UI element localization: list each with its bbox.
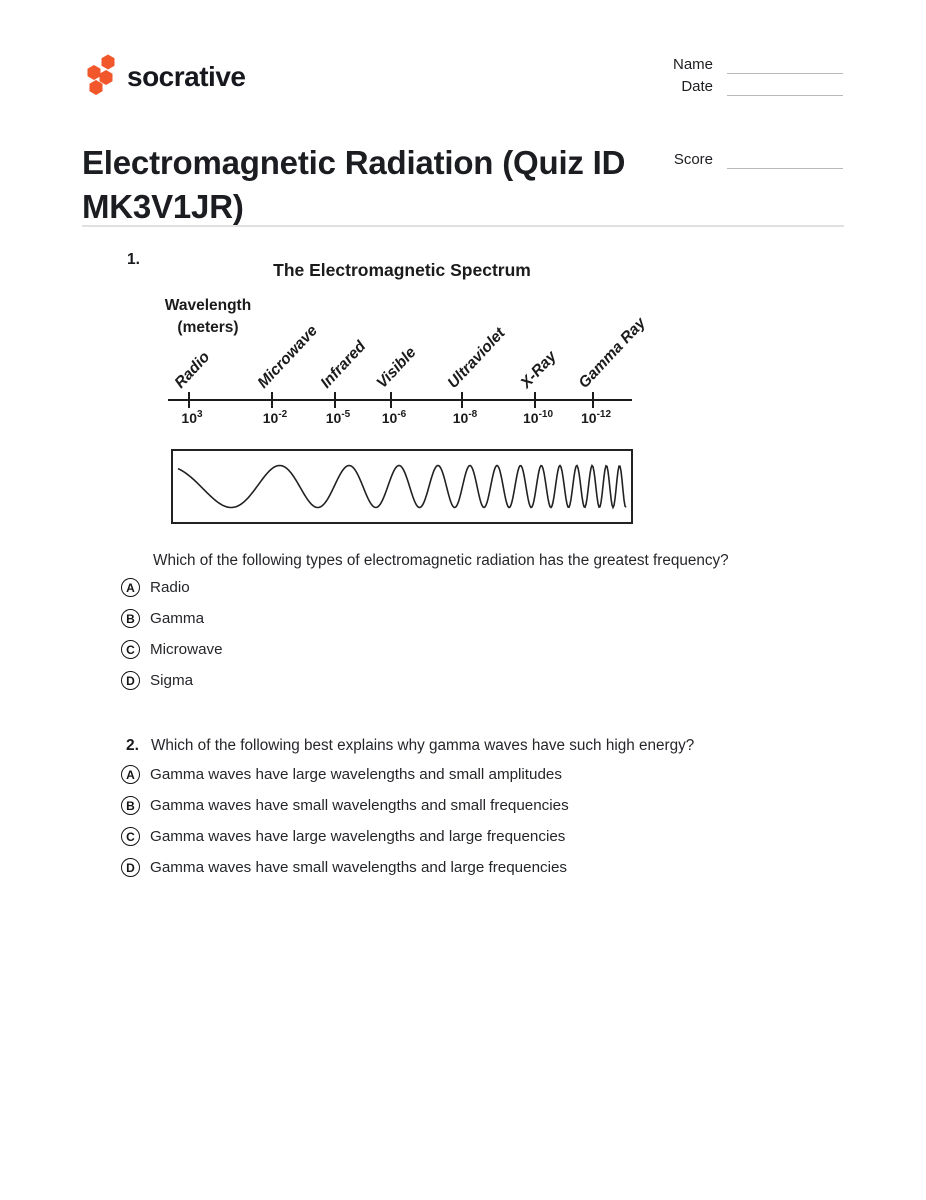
header-fields	[673, 56, 843, 100]
option-d-bubble[interactable]: D	[121, 858, 140, 877]
option-row	[121, 764, 569, 785]
option-c-label: Microwave	[150, 641, 223, 658]
question-2-number: 2.	[126, 737, 139, 754]
score-blank-line[interactable]	[727, 152, 843, 169]
option-b-bubble[interactable]: B	[121, 609, 140, 628]
tick-label: $10^{-6}$	[381, 409, 407, 426]
date-field-row	[673, 78, 843, 96]
date-label: Date	[681, 78, 713, 95]
option-b-label: Gamma waves have small wavelengths and small frequencies	[150, 797, 569, 814]
question-2-options	[121, 764, 569, 888]
socrative-hexagons-icon	[80, 50, 120, 98]
electromagnetic-spectrum-diagram	[140, 250, 680, 542]
option-c-label: Gamma waves have large wavelengths and large frequencies	[150, 828, 566, 845]
chirp-wave	[178, 466, 626, 508]
tick-label: $10^{-2}$	[262, 409, 288, 426]
option-a-bubble[interactable]: A	[121, 765, 140, 784]
socrative-logo	[80, 50, 245, 98]
quiz-title: Electromagnetic Radiation (Quiz ID MK3V1JR)	[82, 144, 626, 225]
option-a-label: Gamma waves have large wavelengths and small amplitudes	[150, 766, 562, 783]
option-row	[121, 608, 223, 629]
band-label: X-Ray	[517, 348, 560, 392]
tick-label: $10^{-8}$	[452, 409, 478, 426]
tick-label: $10^{-5}$	[325, 409, 351, 426]
option-b-bubble[interactable]: B	[121, 796, 140, 815]
option-d-bubble[interactable]: D	[121, 671, 140, 690]
option-b-label: Gamma	[150, 610, 205, 627]
axis-label-line1: Wavelength	[164, 297, 252, 314]
band-label: Gamma Ray	[575, 314, 650, 392]
question-1-text: Which of the following types of electromagnetic radiation has the greatest frequency?	[153, 552, 729, 569]
axis-label-line2: (meters)	[177, 319, 239, 336]
option-c-bubble[interactable]: C	[121, 827, 140, 846]
option-row	[121, 639, 223, 660]
score-field-row	[674, 151, 843, 169]
option-row	[121, 670, 223, 691]
option-row	[121, 795, 569, 816]
option-row	[121, 577, 223, 598]
tick-label: $10^{-10}$	[522, 409, 554, 426]
option-a-bubble[interactable]: A	[121, 578, 140, 597]
question-1-options	[121, 577, 223, 701]
wave-box	[172, 450, 632, 523]
option-d-label: Sigma	[150, 672, 194, 689]
name-label: Name	[672, 56, 713, 73]
option-row	[121, 826, 569, 847]
name-field-row	[673, 56, 843, 74]
band-label: Infrared	[317, 337, 370, 392]
figure-title: The Electromagnetic Spectrum	[273, 260, 531, 280]
score-label: Score	[673, 151, 713, 168]
question-2-text: Which of the following best explains why gamma waves have such high energy?	[150, 737, 695, 754]
header-divider	[82, 225, 844, 227]
logo-wordmark: socrative	[127, 61, 246, 92]
option-row	[121, 857, 569, 878]
option-d-label: Gamma waves have small wavelengths and large frequencies	[150, 859, 568, 876]
band-label: Radio	[171, 348, 214, 392]
question-1-number: 1.	[127, 251, 140, 268]
option-a-label: Radio	[150, 579, 190, 596]
tick-label: $10^3$	[181, 409, 203, 426]
band-label: Ultraviolet	[444, 324, 509, 392]
tick-label: $10^{-12}$	[580, 409, 612, 426]
name-blank-line[interactable]	[727, 57, 843, 74]
option-c-bubble[interactable]: C	[121, 640, 140, 659]
band-label: Microwave	[254, 322, 321, 392]
date-blank-line[interactable]	[727, 79, 843, 96]
band-label: Visible	[373, 344, 420, 392]
question-2-header	[126, 737, 694, 755]
